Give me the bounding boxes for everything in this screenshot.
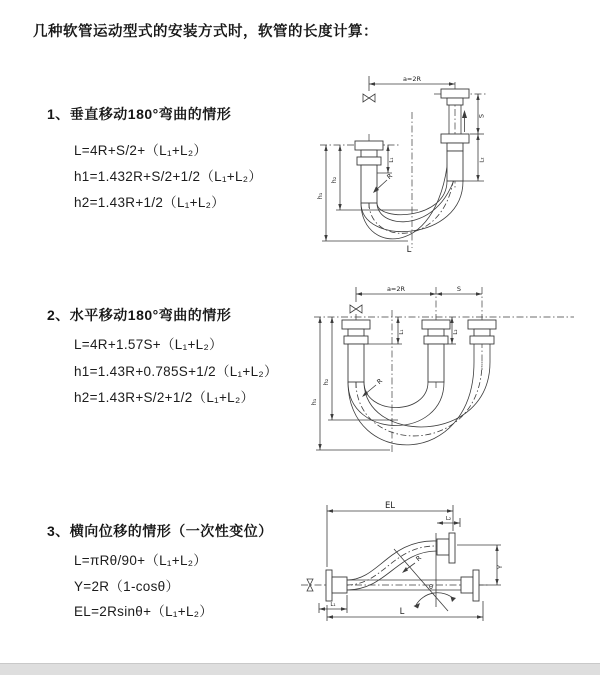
dim-label-L2: L₂ — [479, 157, 486, 163]
left-end-fitting — [355, 141, 383, 203]
curved-hose-position — [347, 533, 455, 590]
left-end-fitting — [342, 320, 370, 382]
page-edge-shadow — [0, 663, 600, 675]
dim-label-R: R — [414, 553, 424, 563]
left-end-fitting — [326, 570, 347, 601]
valve-icon — [350, 305, 362, 313]
dimension-lines — [319, 505, 501, 621]
section-2-heading: 2、水平移动180°弯曲的情形 — [47, 307, 232, 323]
dim-label-S: S — [477, 113, 486, 119]
right-end-fitting-two-positions — [441, 89, 469, 181]
dim-label-R: R — [385, 171, 395, 181]
dim-label-theta: θ — [429, 583, 433, 591]
dim-label-L2: L₂ — [453, 329, 459, 335]
dim-label-S: S — [456, 285, 462, 293]
dim-label-R: R — [375, 376, 385, 386]
section-3-formula-EL: EL=2Rsinθ+（L₁+L₂） — [74, 604, 214, 619]
hose-curves — [348, 362, 490, 445]
radius-leader — [402, 563, 415, 573]
valve-icon — [363, 94, 375, 102]
section-2-formula-h1: h1=1.43R+0.785S+1/2（L₁+L₂） — [74, 364, 278, 379]
section-2-formula-L: L=4R+1.57S+（L₁+L₂） — [74, 337, 223, 352]
diagram-3-lateral-displacement — [297, 497, 512, 632]
diagram-1-vertical-180-bend — [312, 70, 582, 255]
dim-label-h2: h₂ — [322, 378, 330, 386]
section-1-formula-h1: h1=1.432R+S/2+1/2（L₁+L₂） — [74, 169, 263, 184]
section-3-heading: 3、横向位移的情形（一次性变位） — [47, 523, 273, 539]
page-title: 几种软管运动型式的安装方式时，软管的长度计算： — [33, 24, 378, 40]
dim-label-a2r: a=2R — [386, 285, 406, 293]
dim-label-L: L — [399, 607, 405, 617]
dim-label-L1: L₁ — [330, 602, 336, 608]
dim-label-L1: L₁ — [389, 157, 395, 163]
dim-label-L1: L₁ — [399, 329, 405, 335]
diagram-2-horizontal-180-bend — [306, 282, 598, 462]
dim-label-h2: h₂ — [330, 176, 338, 184]
dim-label-h1: h₁ — [316, 192, 324, 200]
middle-end-fitting — [422, 320, 450, 382]
section-2-formula-h2: h2=1.43R+S/2+1/2（L₁+L₂） — [74, 390, 255, 405]
dim-label-L2: L₂ — [445, 516, 452, 522]
dim-label-h1: h₁ — [310, 398, 318, 406]
section-1-heading: 1、垂直移动180°弯曲的情形 — [47, 106, 232, 122]
dim-label-Y: Y — [496, 565, 504, 569]
dim-label-L: L — [406, 245, 412, 255]
movement-up-arrow — [462, 110, 467, 118]
section-3-formula-Y: Y=2R（1-cosθ） — [74, 579, 180, 594]
dim-label-a2r: a=2R — [402, 75, 422, 83]
section-1-formula-h2: h2=1.43R+1/2（L₁+L₂） — [74, 195, 225, 210]
section-1-formula-L: L=4R+S/2+（L₁+L₂） — [74, 143, 208, 158]
section-3-formula-L: L=πRθ/90+（L₁+L₂） — [74, 553, 208, 568]
dim-label-EL: EL — [384, 501, 396, 511]
